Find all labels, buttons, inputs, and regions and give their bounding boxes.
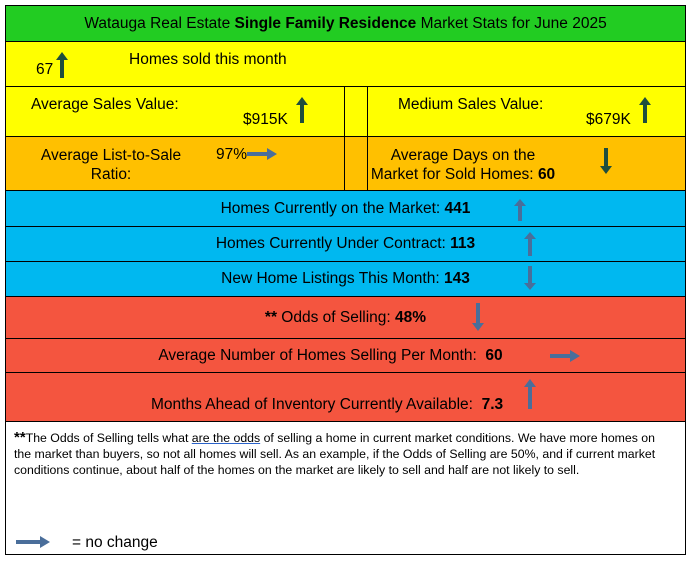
arrow-up-icon xyxy=(296,97,308,123)
ratio-days-row xyxy=(5,137,686,191)
arrow-up-icon xyxy=(639,97,651,123)
arrow-right-icon xyxy=(247,148,277,160)
avg-selling-text: Average Number of Homes Selling Per Month: 60 xyxy=(158,346,503,364)
arrow-up-icon xyxy=(56,52,68,78)
arrow-down-icon xyxy=(472,303,484,331)
arrow-up-icon xyxy=(514,199,526,221)
on-market-row xyxy=(5,191,686,227)
avg-sales-value: $915K xyxy=(243,111,288,128)
odds-footnote: **The Odds of Selling tells what are the odds of selling a home in current market conditions. We have more homes on the market than buyers, so not all homes will sell. As an example, if the Odds of Selling are 50%, and if current market conditions continue, about half of the homes on the market are likely to sell and half are not likely to sell. xyxy=(14,429,656,477)
homes-sold-row xyxy=(5,42,686,87)
inventory-row xyxy=(5,373,686,422)
page-title: Watauga Real Estate Single Family Residence Market Stats for June 2025 xyxy=(84,14,607,32)
arrow-right-icon xyxy=(550,350,580,362)
arrow-up-icon xyxy=(524,232,536,256)
homes-sold-value: 67 xyxy=(36,61,54,78)
odds-row xyxy=(5,297,686,339)
odds-text: ** Odds of Selling: 48% xyxy=(264,308,427,326)
arrow-down-icon xyxy=(600,148,612,174)
legend-no-change: = no change xyxy=(72,534,158,551)
under-contract-row xyxy=(5,227,686,262)
avg-days-label: Average Days on the Market for Sold Homes: 60 xyxy=(370,147,556,183)
arrow-up-icon xyxy=(524,379,536,409)
sales-value-row xyxy=(5,87,686,137)
under-contract-text: Homes Currently Under Contract: 113 xyxy=(215,235,476,252)
new-listings-text: New Home Listings This Month: 143 xyxy=(221,270,470,287)
new-listings-row xyxy=(5,262,686,297)
list-to-sale-value: 97% xyxy=(216,146,248,163)
inventory-text: Months Ahead of Inventory Currently Available: 7.3 xyxy=(151,396,504,413)
arrow-down-icon xyxy=(524,266,536,290)
homes-sold-label: Homes sold this month xyxy=(129,51,287,68)
title-bar xyxy=(5,5,686,42)
avg-selling-row xyxy=(5,339,686,373)
median-sales-value: $679K xyxy=(586,111,631,128)
list-to-sale-label: Average List-to-Sale Ratio: xyxy=(40,147,182,183)
median-sales-label: Medium Sales Value: xyxy=(398,96,544,113)
arrow-right-icon xyxy=(16,536,50,548)
avg-sales-label: Average Sales Value: xyxy=(31,96,179,113)
on-market-text: Homes Currently on the Market: 441 xyxy=(220,199,471,217)
